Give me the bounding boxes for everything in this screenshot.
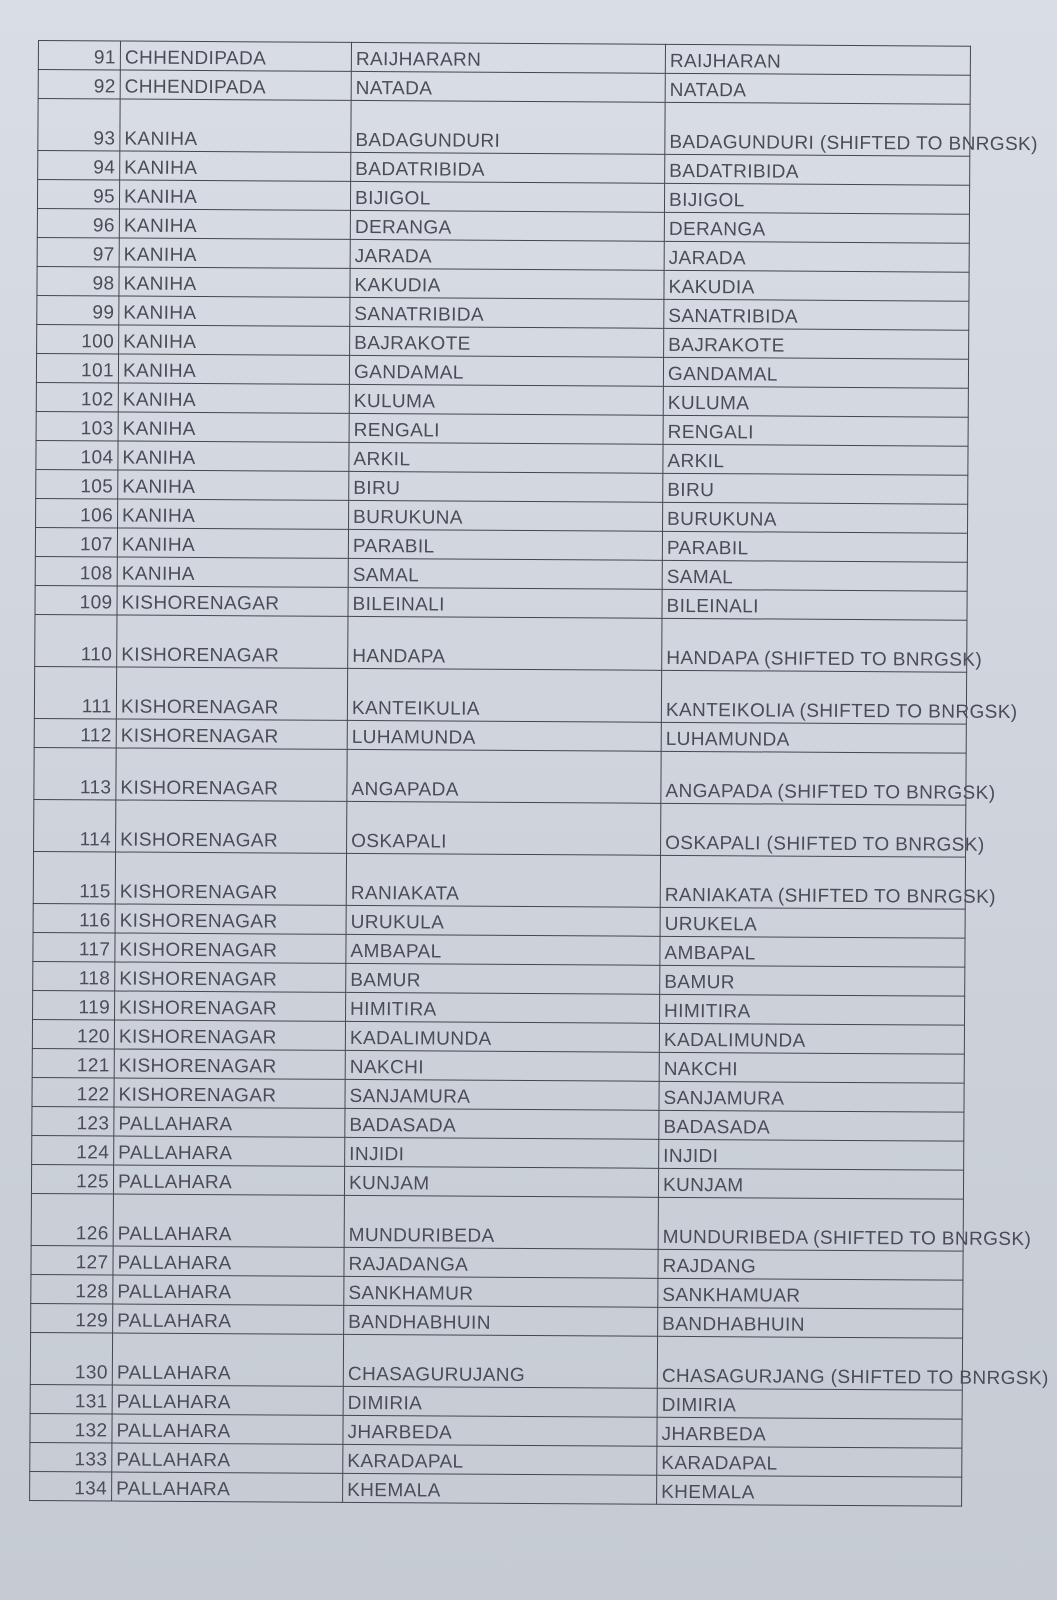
block-name-cell: KISHORENAGAR bbox=[117, 586, 348, 616]
document-page bbox=[29, 40, 1049, 1507]
village-name-cell: ANGAPADA bbox=[347, 749, 661, 803]
village-name-cell: RENGALI bbox=[349, 413, 663, 444]
serial-number-cell: 116 bbox=[33, 903, 115, 933]
block-name-cell: KISHORENAGAR bbox=[114, 1078, 345, 1108]
serial-number-cell: 117 bbox=[33, 932, 115, 962]
village-name-cell: GANDAMAL bbox=[349, 355, 663, 386]
table-row bbox=[31, 1193, 963, 1251]
block-name-cell: KANIHA bbox=[120, 151, 351, 181]
remark-cell: BILEINALI bbox=[662, 589, 967, 620]
remark-cell: SANKHAMUAR bbox=[658, 1278, 963, 1309]
remark-cell: GANDAMAL bbox=[663, 357, 968, 388]
village-name-cell: BILEINALI bbox=[348, 587, 662, 618]
village-name-cell: SANJAMURA bbox=[345, 1079, 659, 1110]
block-name-cell: KANIHA bbox=[119, 296, 350, 326]
block-name-cell: PALLAHARA bbox=[112, 1472, 343, 1502]
village-name-cell: KAKUDIA bbox=[350, 268, 664, 299]
block-name-cell: KISHORENAGAR bbox=[116, 800, 347, 853]
block-name-cell: KANIHA bbox=[118, 499, 349, 529]
remark-cell: KHEMALA bbox=[657, 1475, 962, 1506]
remark-cell: BADAGUNDURI (SHIFTED TO BNRGSK) bbox=[665, 102, 970, 156]
serial-number-cell: 110 bbox=[35, 614, 117, 666]
village-name-cell: BAMUR bbox=[346, 963, 660, 994]
serial-number-cell: 94 bbox=[38, 151, 120, 181]
serial-number-cell: 125 bbox=[31, 1164, 113, 1194]
village-name-cell: NATADA bbox=[351, 71, 665, 102]
remark-cell: DIMIRIA bbox=[657, 1388, 962, 1419]
serial-number-cell: 106 bbox=[36, 498, 118, 528]
serial-number-cell: 96 bbox=[37, 208, 119, 238]
remark-cell: ANGAPADA (SHIFTED TO BNRGSK) bbox=[661, 751, 966, 805]
village-name-cell: KUNJAM bbox=[344, 1166, 658, 1197]
block-name-cell: KISHORENAGAR bbox=[114, 1049, 345, 1079]
block-name-cell: KISHORENAGAR bbox=[115, 991, 346, 1021]
table-row bbox=[30, 1471, 962, 1506]
block-name-cell: KISHORENAGAR bbox=[115, 933, 346, 963]
village-name-cell: KULUMA bbox=[349, 384, 663, 415]
serial-number-cell: 105 bbox=[36, 469, 118, 499]
remark-cell: RANIAKATA (SHIFTED TO BNRGSK) bbox=[660, 855, 965, 909]
serial-number-cell: 119 bbox=[33, 990, 115, 1020]
block-name-cell: KANIHA bbox=[120, 99, 351, 152]
serial-number-cell: 114 bbox=[34, 799, 116, 851]
village-name-cell: INJIDI bbox=[345, 1137, 659, 1168]
remark-cell: HIMITIRA bbox=[660, 994, 965, 1025]
serial-number-cell: 115 bbox=[33, 851, 115, 903]
village-name-cell: LUHAMUNDA bbox=[347, 720, 661, 751]
serial-number-cell: 93 bbox=[38, 99, 120, 151]
table-row bbox=[34, 666, 966, 724]
village-name-cell: KANTEIKULIA bbox=[347, 668, 661, 722]
table-row bbox=[30, 1332, 962, 1390]
block-name-cell: KANIHA bbox=[118, 354, 349, 384]
village-name-cell: BURUKUNA bbox=[349, 500, 663, 531]
village-name-cell: BANDHABHUIN bbox=[344, 1305, 658, 1336]
serial-number-cell: 118 bbox=[33, 961, 115, 991]
village-name-cell: KADALIMUNDA bbox=[345, 1021, 659, 1052]
village-name-cell: JHARBEDA bbox=[343, 1415, 657, 1446]
serial-number-cell: 121 bbox=[32, 1048, 114, 1078]
village-name-cell: BAJRAKOTE bbox=[350, 326, 664, 357]
village-name-cell: RANIAKATA bbox=[346, 853, 660, 907]
block-name-cell: KISHORENAGAR bbox=[116, 719, 347, 749]
block-name-cell: KISHORENAGAR bbox=[116, 667, 347, 720]
serial-number-cell: 108 bbox=[35, 556, 117, 586]
block-name-cell: KISHORENAGAR bbox=[115, 904, 346, 934]
remark-cell: KUNJAM bbox=[658, 1168, 963, 1199]
village-name-cell: BIJIGOL bbox=[350, 181, 664, 212]
serial-number-cell: 112 bbox=[34, 718, 116, 748]
block-name-cell: KANIHA bbox=[118, 441, 349, 471]
village-name-cell: SAMAL bbox=[348, 558, 662, 589]
block-name-cell: KANIHA bbox=[118, 470, 349, 500]
serial-number-cell: 130 bbox=[30, 1332, 112, 1385]
table-row bbox=[34, 747, 966, 805]
serial-number-cell: 95 bbox=[37, 180, 119, 210]
village-name-cell: RAIJHARARN bbox=[351, 42, 665, 73]
block-name-cell: PALLAHARA bbox=[113, 1194, 344, 1247]
table-row bbox=[38, 99, 970, 157]
serial-number-cell: 132 bbox=[30, 1413, 112, 1443]
remark-cell: INJIDI bbox=[659, 1139, 964, 1170]
village-name-cell: OSKAPALI bbox=[347, 801, 661, 855]
block-name-cell: KANIHA bbox=[117, 557, 348, 587]
remark-cell: BAMUR bbox=[660, 965, 965, 996]
remark-cell: BIJIGOL bbox=[664, 183, 969, 214]
serial-number-cell: 99 bbox=[37, 295, 119, 325]
remark-cell: RAJDANG bbox=[658, 1249, 963, 1280]
remark-cell: DERANGA bbox=[664, 212, 969, 243]
remark-cell: NATADA bbox=[665, 73, 970, 104]
remark-cell: JHARBEDA bbox=[657, 1417, 962, 1448]
serial-number-cell: 126 bbox=[31, 1193, 113, 1245]
serial-number-cell: 133 bbox=[30, 1442, 112, 1472]
remark-cell: NAKCHI bbox=[659, 1052, 964, 1083]
block-name-cell: KANIHA bbox=[119, 209, 350, 239]
block-name-cell: PALLAHARA bbox=[113, 1304, 344, 1334]
remark-cell: BIRU bbox=[663, 473, 968, 504]
remark-cell: MUNDURIBEDA (SHIFTED TO BNRGSK) bbox=[658, 1197, 963, 1251]
remark-cell: SANATRIBIDA bbox=[664, 299, 969, 330]
remark-cell: BADATRIBIDA bbox=[665, 154, 970, 185]
serial-number-cell: 131 bbox=[30, 1384, 112, 1414]
village-name-cell: JARADA bbox=[350, 239, 664, 270]
serial-number-cell: 101 bbox=[36, 353, 118, 383]
remark-cell: ARKIL bbox=[663, 444, 968, 475]
serial-number-cell: 100 bbox=[37, 324, 119, 354]
serial-number-cell: 127 bbox=[31, 1245, 113, 1275]
remark-cell: BADASADA bbox=[659, 1110, 964, 1141]
table-row bbox=[33, 851, 965, 909]
block-name-cell: PALLAHARA bbox=[114, 1136, 345, 1166]
village-name-cell: BADASADA bbox=[345, 1108, 659, 1139]
serial-number-cell: 109 bbox=[35, 585, 117, 615]
village-name-cell: CHASAGURUJANG bbox=[343, 1334, 657, 1388]
serial-number-cell: 129 bbox=[31, 1303, 113, 1333]
remark-cell: CHASAGURJANG (SHIFTED TO BNRGSK) bbox=[657, 1336, 962, 1390]
village-name-cell: ARKIL bbox=[349, 442, 663, 473]
block-name-cell: KISHORENAGAR bbox=[116, 748, 347, 801]
block-name-cell: KISHORENAGAR bbox=[115, 962, 346, 992]
serial-number-cell: 104 bbox=[36, 440, 118, 470]
village-name-cell: BIRU bbox=[349, 471, 663, 502]
village-name-cell: HANDAPA bbox=[348, 616, 662, 670]
village-name-cell: PARABIL bbox=[348, 529, 662, 560]
village-name-cell: HIMITIRA bbox=[346, 992, 660, 1023]
remark-cell: KANTEIKOLIA (SHIFTED TO BNRGSK) bbox=[661, 670, 966, 724]
village-name-cell: KHEMALA bbox=[343, 1473, 657, 1504]
remark-cell: KULUMA bbox=[663, 386, 968, 417]
block-name-cell: KANIHA bbox=[118, 412, 349, 442]
serial-number-cell: 91 bbox=[38, 41, 120, 71]
village-name-cell: NAKCHI bbox=[345, 1050, 659, 1081]
serial-number-cell: 98 bbox=[37, 266, 119, 296]
remark-cell: BURUKUNA bbox=[663, 502, 968, 533]
block-name-cell: PALLAHARA bbox=[113, 1246, 344, 1276]
remark-cell: JARADA bbox=[664, 241, 969, 272]
block-name-cell: KANIHA bbox=[119, 325, 350, 355]
block-name-cell: PALLAHARA bbox=[112, 1385, 343, 1415]
serial-number-cell: 123 bbox=[32, 1106, 114, 1136]
serial-number-cell: 124 bbox=[32, 1135, 114, 1165]
remark-cell: SANJAMURA bbox=[659, 1081, 964, 1112]
village-name-cell: SANATRIBIDA bbox=[350, 297, 664, 328]
serial-number-cell: 97 bbox=[37, 237, 119, 267]
serial-number-cell: 103 bbox=[36, 411, 118, 441]
block-name-cell: KISHORENAGAR bbox=[115, 852, 346, 905]
serial-number-cell: 128 bbox=[31, 1274, 113, 1304]
table-row bbox=[35, 614, 967, 672]
block-name-cell: KANIHA bbox=[119, 238, 350, 268]
table-body bbox=[30, 41, 1049, 1507]
remark-cell: RAIJHARAN bbox=[665, 44, 970, 75]
village-name-cell: BADATRIBIDA bbox=[351, 152, 665, 183]
village-name-cell: DIMIRIA bbox=[343, 1386, 657, 1417]
remark-cell: SAMAL bbox=[662, 560, 967, 591]
serial-number-cell: 113 bbox=[34, 747, 116, 799]
remark-cell: KARADAPAL bbox=[657, 1446, 962, 1477]
remark-cell: KADALIMUNDA bbox=[659, 1023, 964, 1054]
remark-cell: OSKAPALI (SHIFTED TO BNRGSK) bbox=[661, 803, 966, 857]
remark-cell: BAJRAKOTE bbox=[664, 328, 969, 359]
village-name-cell: SANKHAMUR bbox=[344, 1276, 658, 1307]
block-name-cell: KANIHA bbox=[119, 267, 350, 297]
serial-number-cell: 111 bbox=[34, 666, 116, 718]
block-name-cell: PALLAHARA bbox=[112, 1443, 343, 1473]
serial-number-cell: 120 bbox=[32, 1019, 114, 1049]
table-row bbox=[34, 799, 966, 857]
village-name-cell: BADAGUNDURI bbox=[351, 100, 665, 154]
block-name-cell: CHHENDIPADA bbox=[120, 41, 351, 71]
serial-number-cell: 102 bbox=[36, 382, 118, 412]
serial-number-cell: 122 bbox=[32, 1077, 114, 1107]
block-name-cell: KISHORENAGAR bbox=[114, 1020, 345, 1050]
village-name-cell: URUKULA bbox=[346, 905, 660, 936]
village-table bbox=[29, 40, 1049, 1507]
block-name-cell: PALLAHARA bbox=[112, 1414, 343, 1444]
remark-cell: RENGALI bbox=[663, 415, 968, 446]
block-name-cell: PALLAHARA bbox=[113, 1165, 344, 1195]
remark-cell: KAKUDIA bbox=[664, 270, 969, 301]
serial-number-cell: 134 bbox=[30, 1471, 112, 1501]
remark-cell: HANDAPA (SHIFTED TO BNRGSK) bbox=[662, 618, 967, 672]
remark-cell: AMBAPAL bbox=[660, 936, 965, 967]
village-name-cell: MUNDURIBEDA bbox=[344, 1195, 658, 1249]
block-name-cell: PALLAHARA bbox=[114, 1107, 345, 1137]
block-name-cell: PALLAHARA bbox=[112, 1333, 343, 1386]
village-name-cell: AMBAPAL bbox=[346, 934, 660, 965]
block-name-cell: PALLAHARA bbox=[113, 1275, 344, 1305]
block-name-cell: KANIHA bbox=[117, 528, 348, 558]
serial-number-cell: 92 bbox=[38, 70, 120, 100]
block-name-cell: CHHENDIPADA bbox=[120, 70, 351, 100]
block-name-cell: KANIHA bbox=[119, 180, 350, 210]
village-name-cell: RAJADANGA bbox=[344, 1247, 658, 1278]
remark-cell: URUKELA bbox=[660, 907, 965, 938]
village-name-cell: KARADAPAL bbox=[343, 1444, 657, 1475]
block-name-cell: KANIHA bbox=[118, 383, 349, 413]
remark-cell: PARABIL bbox=[662, 531, 967, 562]
block-name-cell: KISHORENAGAR bbox=[117, 615, 348, 668]
village-name-cell: DERANGA bbox=[350, 210, 664, 241]
remark-cell: BANDHABHUIN bbox=[658, 1307, 963, 1338]
serial-number-cell: 107 bbox=[35, 527, 117, 557]
remark-cell: LUHAMUNDA bbox=[661, 722, 966, 753]
